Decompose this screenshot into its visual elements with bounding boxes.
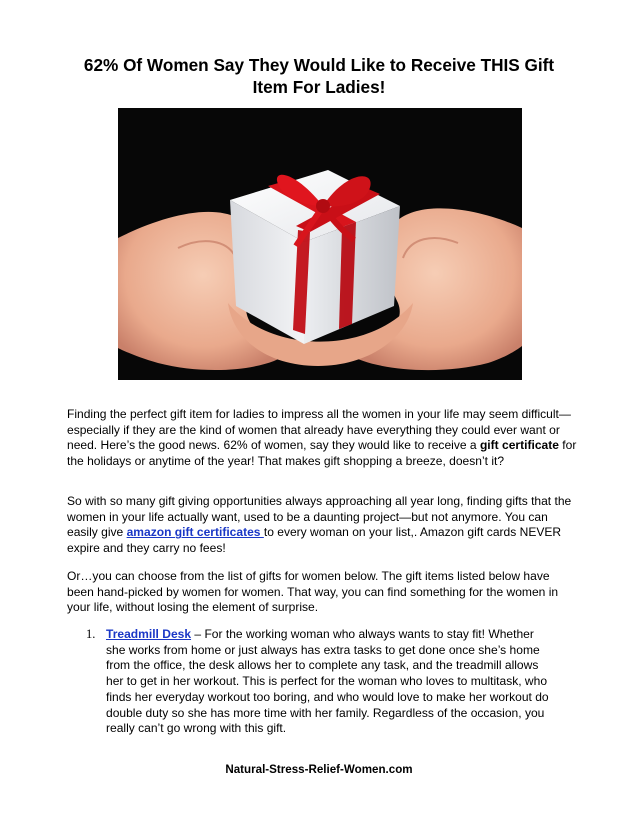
- page-title: 62% Of Women Say They Would Like to Receive THIS Gift Item For Ladies!: [83, 55, 555, 97]
- list-intro-paragraph: Or…you can choose from the list of gifts for women below. The gift items listed below have been hand-picked by women for women. That way, you can find something for the women in your life, without losing the element of surprise.: [67, 569, 559, 615]
- intro-text: Finding the perfect gift item for ladies to impress all the women in your life may seem difficult—especially if they are the kind of women that already have everything they could ever want or need. Here’s the good news. 62% of women, say they would like to receive a: [67, 407, 571, 453]
- treadmill-desk-link[interactable]: Treadmill Desk: [106, 627, 192, 641]
- amazon-gift-certificates-link[interactable]: amazon gift certificates: [126, 525, 264, 540]
- gift-in-hands-photo: [118, 108, 522, 380]
- intro-paragraph: [67, 407, 577, 470]
- gift-certificate-bold: gift certificate: [479, 438, 559, 453]
- amazon-text: So with so many gift giving opportunities always approaching all year long, finding gifts that the women in your life actually want, used to be a daunting project—but not anymore. You can easily give: [67, 494, 572, 540]
- list-item: [86, 627, 556, 737]
- gift-box-image: [118, 108, 522, 380]
- amazon-paragraph: [67, 494, 577, 557]
- amazon-text-end: to every woman on your list,. Amazon gift cards NEVER expire and they carry no fees!: [67, 525, 562, 556]
- list-item-description: – For the working woman who always wants to stay fit! Whether she works from home or just always has extra tasks to get done once she’s home from the office, the desk allows her to complete any task, and the treadmill allows her to get in her workout. This is perfect for the woman who loves to multitask, who finds her everyday workout too boring, and who would love to make her workout do double duty so she has more time with her family. Regardless of the occasion, you really can’t go wrong with this gift.: [106, 627, 549, 736]
- intro-text-end: for the holidays or anytime of the year! That makes gift shopping a breeze, doesn’t it?: [67, 438, 577, 469]
- list-number: 1.: [86, 627, 96, 641]
- footer-site-name: Natural-Stress-Relief-Women.com: [225, 763, 413, 776]
